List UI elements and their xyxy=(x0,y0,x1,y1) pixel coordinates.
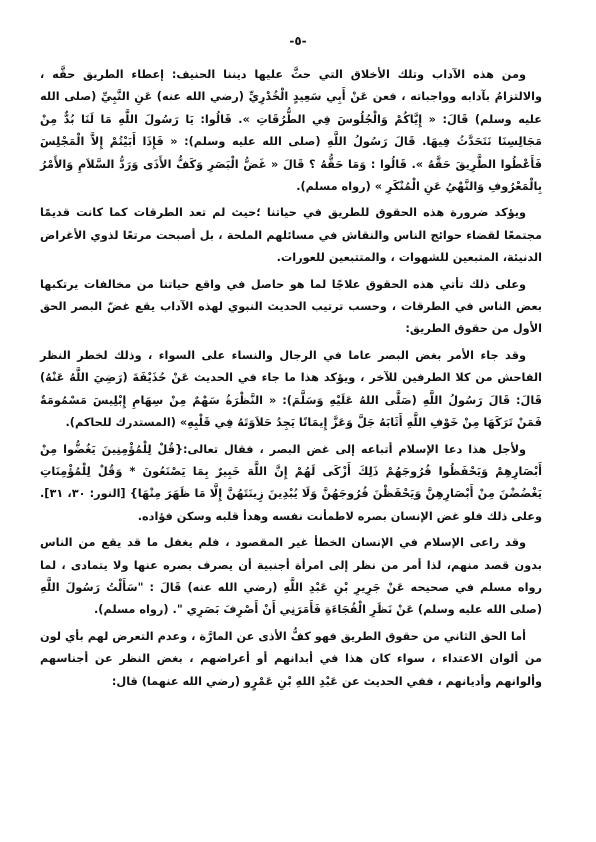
paragraph-unintended-glance: وقد راعى الإسلام في الإنسان الخطأ غير المقصود ، فلم يغفل ما قد يقع من الناس بدون قصد منهم، لذا أمر من نظر إلى امرأة أجنبية أن يصرف بصره عنها ولا يتمادى ، لما رواه مسلم في صحيحه عَنْ جَرِيرِ بْنِ عَبْدِ اللَّهِ (رضي الله عنه) قَالَ : "سَأَلْتُ رَسُولَ اللَّهِ (صلى الله عليه وسلم) عَنْ نَظَرِ الْفُجَاءَةِ فَأَمَرَنِي أَنْ أَصْرِفَ بَصَرِي ". (رواه مسلم). xyxy=(40,536,542,617)
paragraph-importance-of-rights: ويؤكد ضرورة هذه الحقوق للطريق في حياتنا ؛حيث لم تعد الطرقات كما كانت قديمًا مجتمعًا لقضاء حوائج الناس والنقاش في مسائلهم الملحة ، بل أصبحت مرتعًا لذوي الأغراض الدنيئة، المتبعين للشهوات ، والمتتبعين للعورات. xyxy=(40,206,542,265)
paragraph-road-rights-hadith: ومن هذه الآداب وتلك الأخلاق التي حثَّ عليها ديننا الحنيف: إعطاء الطريق حقَّه ، والالتزامُ بآدابه وواجباته ، فعن عَنْ أَبِي سَعِيدٍ الْخُدْرِيِّ (رضي الله عنه) عَنِ النَّبِيِّ (صلى الله عليه وسلم) قَالَ: « إِيَّاكُمْ وَالْجُلُوسَ فِي الطُّرُقَاتِ ». قَالُوا: يَا رَسُولَ اللَّهِ مَا لَنَا بُدٌّ مِنْ مَجَالِسِنَا نَتَحَدَّثُ فِيهَا. قَالَ رَسُولُ اللَّهِ (صلى الله عليه وسلم): « فَإِذَا أَبَيْتُمْ إِلاَّ الْمَجْلِسَ فَأَعْطُوا الطَّرِيقَ حَقَّهُ ». قَالُوا : وَمَا حَقُّهُ ؟ قَالَ « غَضُّ الْبَصَرِ وَكَفُّ الأَذَى وَرَدُّ السَّلاَمِ وَالأَمْرُ بِالْمَعْرُوفِ وَالنَّهْيُ عَنِ الْمُنْكَرِ » (رواه مسلم). xyxy=(40,68,542,194)
paragraph-second-right: أما الحق الثاني من حقوق الطريق فهو كفُّ الأذى عن المارَّة ، وعدم التعرض لهم بأي لون من ألوان الاعتداء ، سواء كان هذا في أبدانهم أو أعراضهم ، بغض النظر عن أجناسهم وألوانهم وأديانهم ، ففي الحديث عن عَبْدِ اللهِ بْنِ عَمْرٍو (رضي الله عنهما) قال: xyxy=(40,629,542,688)
page-number: -٥- xyxy=(289,34,307,48)
paragraph-lowering-gaze: وقد جاء الأمر بغض البصر عاما في الرجال والنساء على السواء ، وذلك لخطر النظر الفاحش من كلا الطرفين للآخر ، ويؤكد هذا ما جاء في الحديث عَنْ حُذَيْفَةَ (رَضِيَ اللَّهُ عَنْهُ) قَالَ: قَالَ رَسُولُ اللَّهِ (صَلَّى اللهُ عَلَيْهِ وَسَلَّمَ): « النَّظْرَةُ سَهْمٌ مِنْ سِهَامِ إِبْلِيسَ مَسْمُومَةٌ فَمَنْ تَرَكَهَا مِنْ خَوْفِ اللَّهِ أَثَابَهُ جَلَّ وَعَزَّ إِيمَانًا يَجِدُ حَلاَوَتَهُ فِي قَلْبِهِ» (المستدرك للحاكم). xyxy=(40,348,542,430)
paragraph-quran-verse: ولأجل هذا دعا الإسلام أتباعه إلى غض البصر ، فقال تعالى:{قُلْ لِلْمُؤْمِنِينَ يَغُضُّوا مِنْ أَبْصَارِهِمْ وَيَحْفَظُوا فُرُوجَهُمْ ذَلِكَ أَزْكَى لَهُمْ إِنَّ اللَّهَ خَبِيرٌ بِمَا يَصْنَعُونَ * وَقُلْ لِلْمُؤْمِنَاتِ يَغْضُضْنَ مِنْ أَبْصَارِهِنَّ وَيَحْفَظْنَ فُرُوجَهُنَّ وَلَا يُبْدِينَ زِينَتَهُنَّ إِلَّا مَا ظَهَرَ مِنْهَا} [النور: ٣٠، ٣١]. وعلى ذلك فلو غض الإنسان بصره لاطمأنت نفسه وهدأ قلبه وسكن فؤاده. xyxy=(40,442,542,523)
paragraph-first-right-intro: وعلى ذلك تأتي هذه الحقوق علاجًا لما هو حاصل في واقع حياتنا من مخالفات يرتكبها بعض الناس في الطرقات ، وحسب ترتيب الحديث النبوي لهذه الآداب يقع غضّ البصر الحق الأول من حقوق الطريق: xyxy=(40,277,542,336)
body-text xyxy=(40,64,542,697)
